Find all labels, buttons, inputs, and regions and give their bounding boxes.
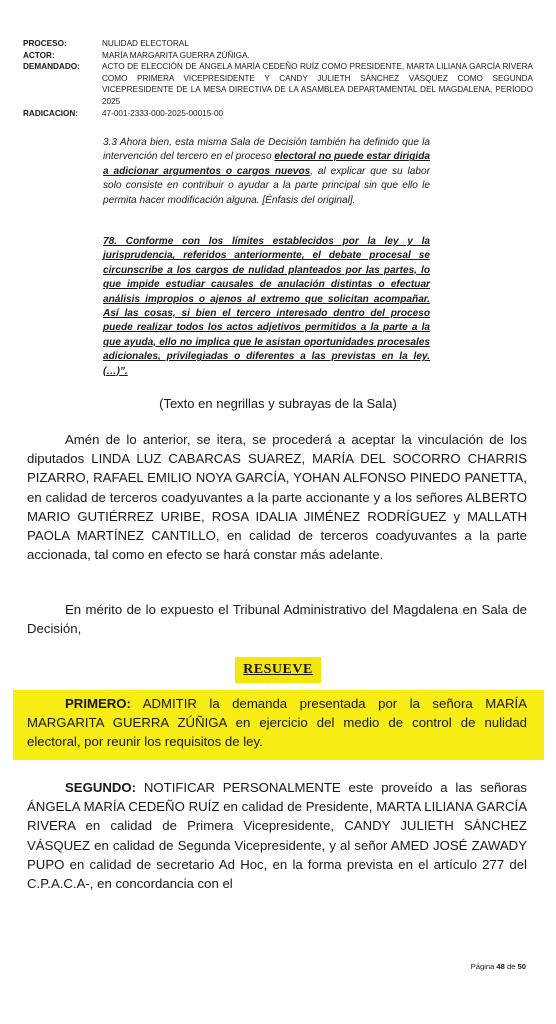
meta-key: PROCESO: bbox=[23, 39, 67, 48]
body-paragraph: Amén de lo anterior, se itera, se procederá a aceptar la vinculación de los diputados LINDA LUZ CABARCAS SUAREZ, MARÍA DEL SOCORRO CHARRIS PIZARRO, RAFAEL EMILIO NOYA GARCÍA, YOHAN ALFONSO PINEDO PANETTA, en calidad de terceros coadyuvantes a la parte accionante y a los señores ALBERTO MARIO GUTIÉRREZ URIBE, ROSA IDALIA JIMÉNEZ RODRÍGUEZ y MALLATH PAOLA MARTÍNEZ CANTILLO, en calidad de terceros coadyuvantes a la parte accionada, tal como en efecto se hará constar más adelante. bbox=[27, 432, 527, 563]
meta-demandado bbox=[23, 61, 533, 107]
meta-key: DEMANDADO: bbox=[23, 62, 80, 72]
resolution-primero bbox=[27, 694, 527, 752]
page-prefix: Página bbox=[470, 962, 497, 971]
resolution-text: NOTIFICAR PERSONALMENTE este proveído a las señoras ÁNGELA MARÍA CEDEÑO RUÍZ en calidad de Presidente, MARTA LILIANA GARCÍA RIVERA en calidad de Primera Vicepresidente, CANDY JULIETH SÁNCHEZ VÁSQUEZ en calidad de Segunda Vicepresidente, y al señor AMED JOSÉ ZAWADY PUPO en calidad de secretario Ad Hoc, en la forma prevista en el artículo 277 del C.P.A.C.A-, en concordancia con el bbox=[27, 780, 527, 892]
quote-text: 3.3 Ahora bien, esta misma Sala de Decisión también ha definido que la intervención del tercero en el proceso bbox=[103, 137, 430, 163]
meta-value: ACTO DE ELECCIÓN DE ÁNGELA MARÍA CEDEÑO RUÍZ COMO PRESIDENTE, MARTA LILIANA GARCÍA RIVERA COMO PRIMERA VICEPRESIDENTE Y CANDY JULIETH SÁNCHEZ VÁSQUEZ COMO SEGUNDA VICEPRESIDENTE DE LA MESA DIRECTIVA DE LA ASAMBLEA DEPARTAMENTAL DEL MAGDALENA, PERÍODO 2025 bbox=[102, 62, 533, 106]
page-current: 48 bbox=[496, 962, 505, 971]
meta-key: RADICACION: bbox=[23, 108, 79, 118]
meta-actor bbox=[23, 50, 533, 62]
body-paragraph: En mérito de lo expuesto el Tribunal Administrativo del Magdalena en Sala de Decisión, bbox=[27, 602, 527, 637]
resolution-label: SEGUNDO: bbox=[65, 780, 137, 795]
emphasis-note: (Texto en negrillas y subrayas de la Sala) bbox=[159, 396, 397, 411]
quote-emphasis: electoral no puede estar dirigida a adicionar argumentos o cargos nuevos bbox=[103, 151, 430, 177]
meta-value: MARÍA MARGARITA GUERRA ZÚÑIGA. bbox=[102, 50, 250, 60]
page-total: 50 bbox=[517, 962, 526, 971]
quote-paragraph-1 bbox=[103, 136, 430, 208]
page-sep: de bbox=[504, 962, 518, 971]
meta-value: 47-001-2333-000-2025-00015-00 bbox=[102, 108, 224, 118]
meta-key: ACTOR: bbox=[23, 50, 55, 60]
meta-proceso bbox=[23, 38, 533, 50]
resolution-segundo bbox=[27, 778, 527, 893]
resolution-text: ADMITIR la demanda presentada por la señora MARÍA MARGARITA GUERRA ZÚÑIGA en ejercicio del medio de control de nulidad electoral, por reunir los requisitos de ley. bbox=[27, 696, 527, 750]
quote-paragraph-2 bbox=[103, 235, 430, 379]
meta-radicacion bbox=[23, 108, 533, 120]
meta-value: NULIDAD ELECTORAL bbox=[102, 39, 189, 48]
page-number bbox=[471, 962, 526, 971]
quote-text: 78. Conforme con los límites establecidos por la ley y la jurisprudencia, referidos anteriormente, el debate procesal se circunscribe a los cargos de nulidad planteados por las partes, lo que impide estudiar causales de anulación distintas o efectuar análisis impropios o ajenos al extremo que solicitan acompañar. Así las cosas, si bien el tercero interesado dentro del proceso puede realizar todos los actos adjetivos permitidos a la parte a la que ayuda, ello no implica que le asistan oportunidades procesales adicionales, privilegiadas o diferentes a las previstas en la ley. (…)”. bbox=[103, 236, 430, 377]
resolution-label: PRIMERO: bbox=[65, 696, 131, 711]
case-metadata bbox=[23, 38, 533, 119]
quote-text: , al explicar que su labor solo consiste en contribuir o ayudar a la parte principal sin que ello le permita hacer modificación alguna. [Énfasis del original]. bbox=[103, 165, 430, 206]
resuelve-heading: RESUEVE bbox=[235, 657, 321, 683]
